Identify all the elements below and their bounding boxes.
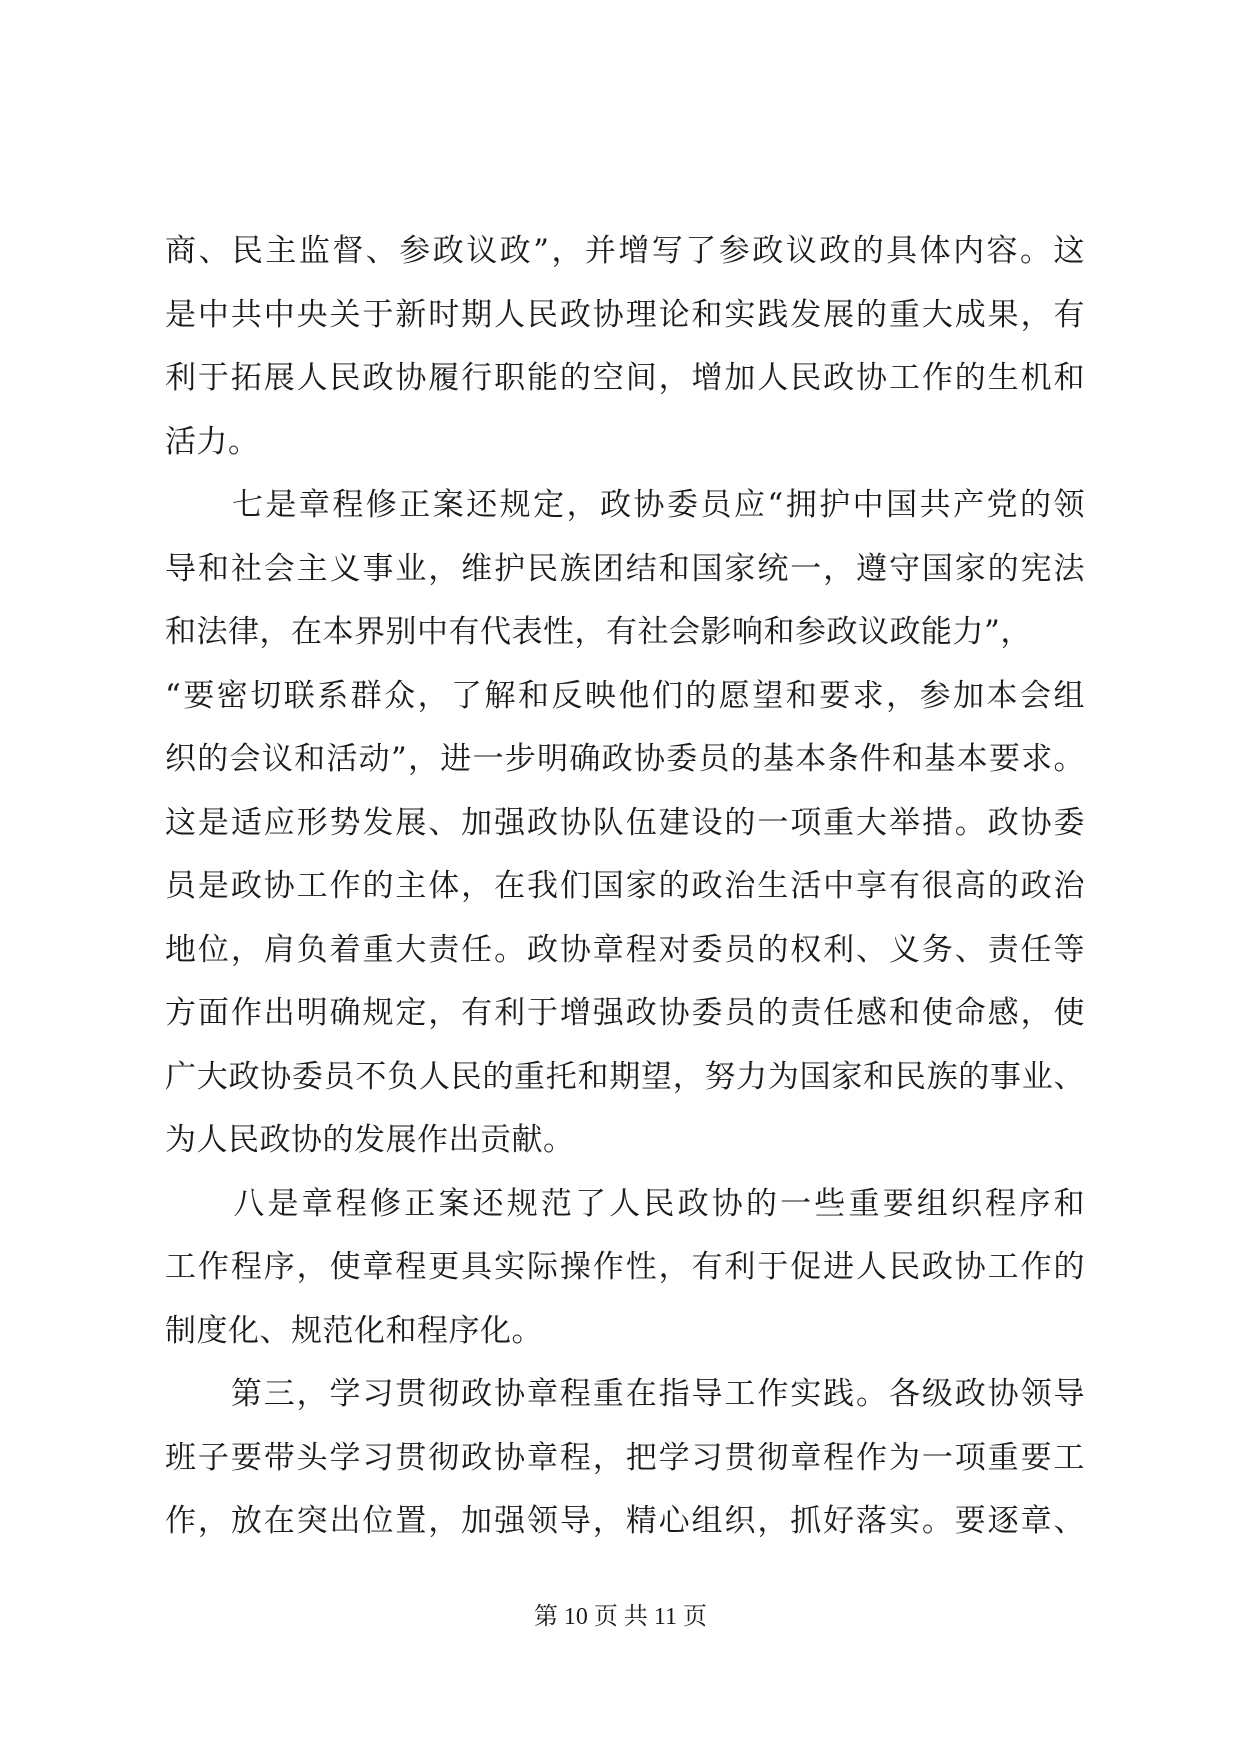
text-line: 八是章程修正案还规范了人民政协的一些重要组织程序和 — [165, 1185, 1085, 1222]
text-line: 为人民政协的发展作出贡献。 — [165, 1122, 575, 1158]
text-line: 是中共中央关于新时期人民政协理论和实践发展的重大成果，有 — [165, 296, 1085, 333]
text-line: 商、民主监督、参政议政”，并增写了参政议政的具体内容。这 — [165, 233, 1085, 269]
page-number-footer: 第 10 页 共 11 页 — [533, 1604, 708, 1630]
text-line: “要密切联系群众，了解和反映他们的愿望和要求，参加本会组 — [165, 677, 1085, 714]
text-line: 地位，肩负着重大责任。政协章程对委员的权利、义务、责任等 — [165, 931, 1085, 968]
text-line: 作，放在突出位置，加强领导，精心组织，抓好落实。要逐章、 — [165, 1503, 1085, 1539]
text-line: 方面作出明确规定，有利于增强政协委员的责任感和使命感，使 — [165, 995, 1085, 1031]
text-line: 七是章程修正案还规定，政协委员应“拥护中国共产党的领 — [165, 487, 1085, 523]
text-line: 活力。 — [165, 423, 260, 460]
text-line: 工作程序，使章程更具实际操作性，有利于促进人民政协工作的 — [165, 1249, 1085, 1285]
text-line: 利于拓展人民政协履行职能的空间，增加人民政协工作的生机和 — [165, 360, 1085, 396]
body-text — [165, 231, 1085, 1565]
text-line: 广大政协委员不负人民的重托和期望，努力为国家和民族的事业、 — [165, 1058, 1085, 1095]
text-line: 这是适应形势发展、加强政协队伍建设的一项重大举措。政协委 — [165, 804, 1085, 841]
text-line: 和法律，在本界别中有代表性，有社会影响和参政议政能力”， — [165, 614, 1032, 650]
text-line: 班子要带头学习贯彻政协章程，把学习贯彻章程作为一项重要工 — [165, 1439, 1085, 1476]
text-line: 导和社会主义事业，维护民族团结和国家统一，遵守国家的宪法 — [165, 550, 1085, 587]
text-line: 第三，学习贯彻政协章程重在指导工作实践。各级政协领导 — [165, 1376, 1085, 1412]
text-line: 制度化、规范化和程序化。 — [165, 1312, 543, 1349]
text-line: 员是政协工作的主体，在我们国家的政治生活中享有很高的政治 — [165, 868, 1085, 904]
text-line: 织的会议和活动”，进一步明确政协委员的基本条件和基本要求。 — [165, 741, 1085, 777]
